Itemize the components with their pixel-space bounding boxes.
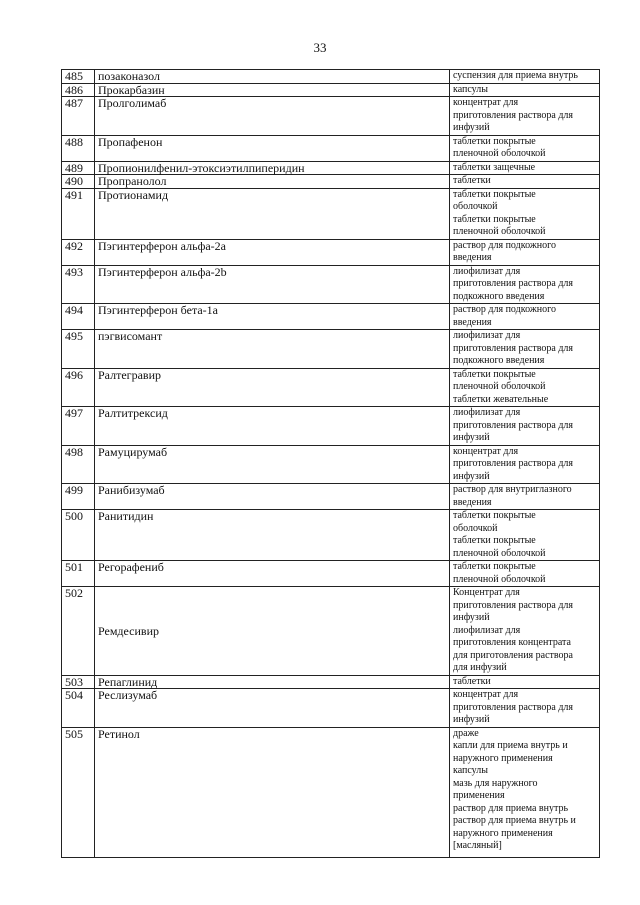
dosage-form-line: таблетки покрытые: [453, 135, 536, 147]
dosage-form-line: Концентрат для: [453, 587, 520, 598]
dosage-form-line: наружного применения: [453, 827, 553, 839]
dosage-form-line: раствор для внутриглазного: [453, 484, 572, 495]
row-number: 498: [62, 445, 95, 484]
drug-name: Пэгинтерферон альфа-2а: [95, 239, 450, 265]
row-number: 492: [62, 239, 95, 265]
dosage-form-line: инфузий: [453, 122, 490, 133]
dosage-form-line: инфузий: [453, 612, 490, 623]
table-row: [62, 727, 600, 857]
dosage-forms: [450, 265, 600, 304]
table-row: [62, 97, 600, 136]
dosage-form-line: приготовления раствора для: [453, 701, 573, 713]
drug-name: Пэгинтерферон бета-1а: [95, 304, 450, 330]
table-row: [62, 675, 600, 689]
dosage-form-line: таблетки покрытые: [453, 510, 536, 521]
dosage-form-line: для приготовления раствора: [453, 649, 573, 661]
dosage-forms: [450, 239, 600, 265]
drug-name: Рамуцирумаб: [95, 445, 450, 484]
dosage-form-line: драже: [453, 727, 479, 739]
dosage-form-line: лиофилизат для: [453, 624, 521, 636]
table-row: [62, 135, 600, 161]
table-row: [62, 587, 600, 676]
drug-name: Реслизумаб: [95, 689, 450, 728]
dosage-form-line: приготовления раствора для: [453, 419, 573, 431]
row-number: 505: [62, 727, 95, 857]
dosage-forms: [450, 135, 600, 161]
row-number: 500: [62, 510, 95, 561]
dosage-form-line: концентрат для: [453, 97, 519, 108]
dosage-form-line: капсулы: [453, 765, 488, 776]
dosage-form-line: инфузий: [453, 470, 490, 482]
dosage-form-line: инфузий: [453, 714, 490, 725]
row-number: 497: [62, 407, 95, 446]
dosage-form-line: введения: [453, 496, 492, 508]
dosage-form-line: таблетки жевательные: [453, 393, 549, 405]
page-number: 33: [313, 40, 327, 55]
dosage-form-line: таблетки покрытые: [453, 188, 536, 200]
dosage-forms: [450, 97, 600, 136]
drug-name: Регорафениб: [95, 561, 450, 587]
table-row: [62, 330, 600, 369]
dosage-form-line: применения: [453, 790, 505, 801]
dosage-form-line: подкожного введения: [453, 290, 545, 302]
row-number: 487: [62, 97, 95, 136]
dosage-forms: [450, 561, 600, 587]
drug-name: Ралтегравир: [95, 368, 450, 407]
table-row: [62, 484, 600, 510]
table-row: [62, 304, 600, 330]
drug-name: пэгвисомант: [95, 330, 450, 369]
dosage-form-line: пленочной оболочкой: [453, 148, 546, 159]
dosage-form-line: суспензия для приема внутрь: [453, 70, 578, 81]
row-number: 501: [62, 561, 95, 587]
dosage-form-line: концентрат для: [453, 689, 519, 700]
dosage-form-line: концентрат для: [453, 445, 519, 457]
dosage-form-line: приготовления раствора для: [453, 109, 573, 121]
table-body: [62, 70, 600, 858]
row-number: 486: [62, 83, 95, 97]
dosage-form-line: оболочкой: [453, 522, 498, 534]
dosage-form-line: пленочной оболочкой: [453, 381, 546, 392]
dosage-form-line: подкожного введения: [453, 355, 545, 366]
dosage-form-line: лиофилизат для: [453, 265, 521, 277]
dosage-form-line: оболочкой: [453, 201, 498, 212]
table-row: [62, 239, 600, 265]
drug-name: Пропионилфенил-этоксиэтилпиперидин: [95, 161, 450, 175]
dosage-form-line: капсулы: [453, 83, 488, 95]
dosage-form-line: таблетки покрытые: [453, 561, 536, 572]
drug-name: Пролголимаб: [95, 97, 450, 136]
drug-name: Пропранолол: [95, 175, 450, 189]
drug-name: Ретинол: [95, 727, 450, 857]
row-number: 488: [62, 135, 95, 161]
table-row: [62, 445, 600, 484]
row-number: 495: [62, 330, 95, 369]
dosage-form-line: для инфузий: [453, 662, 507, 673]
drug-name: Ремдесивир: [95, 587, 450, 676]
dosage-form-line: [масляный]: [453, 840, 502, 851]
drug-name: позаконазол: [95, 70, 450, 84]
dosage-forms: [450, 407, 600, 446]
dosage-form-line: наружного применения: [453, 752, 553, 764]
row-number: 490: [62, 175, 95, 189]
dosage-form-line: пленочной оболочкой: [453, 547, 546, 559]
table-row: [62, 561, 600, 587]
drug-name: Ранитидин: [95, 510, 450, 561]
dosage-forms: [450, 689, 600, 728]
row-number: 494: [62, 304, 95, 330]
dosage-forms: [450, 83, 600, 97]
table-row: [62, 689, 600, 728]
dosage-forms: [450, 727, 600, 857]
dosage-forms: [450, 330, 600, 369]
row-number: 504: [62, 689, 95, 728]
row-number: 499: [62, 484, 95, 510]
table-row: [62, 161, 600, 175]
dosage-forms: [450, 175, 600, 189]
dosage-forms: [450, 161, 600, 175]
dosage-form-line: приготовления раствора для: [453, 342, 573, 354]
dosage-form-line: таблетки покрытые: [453, 368, 536, 380]
table-row: [62, 175, 600, 189]
row-number: 502: [62, 587, 95, 676]
table-row: [62, 70, 600, 84]
table-row: [62, 188, 600, 239]
row-number: 493: [62, 265, 95, 304]
table-row: [62, 368, 600, 407]
drug-name: Ралтитрексид: [95, 407, 450, 446]
dosage-forms: [450, 484, 600, 510]
table-row: [62, 265, 600, 304]
row-number: 485: [62, 70, 95, 84]
drug-name: Репаглинид: [95, 675, 450, 689]
table-row: [62, 407, 600, 446]
dosage-form-line: инфузий: [453, 432, 490, 443]
dosage-form-line: лиофилизат для: [453, 330, 521, 341]
drug-name: Пэгинтерферон альфа-2b: [95, 265, 450, 304]
dosage-form-line: введения: [453, 316, 492, 328]
dosage-form-line: мазь для наружного: [453, 777, 538, 789]
dosage-form-line: таблетки покрытые: [453, 535, 536, 546]
dosage-forms: [450, 587, 600, 676]
drug-name: Протионамид: [95, 188, 450, 239]
dosage-form-line: раствор для подкожного: [453, 239, 556, 251]
dosage-form-line: раствор для подкожного: [453, 304, 556, 315]
dosage-form-line: таблетки: [453, 175, 491, 186]
dosage-form-line: введения: [453, 252, 492, 263]
drug-name: Пропафенон: [95, 135, 450, 161]
dosage-form-line: раствор для приема внутрь и: [453, 815, 576, 826]
dosage-form-line: таблетки покрытые: [453, 213, 536, 225]
dosage-forms: [450, 510, 600, 561]
dosage-form-line: таблетки защечные: [453, 161, 536, 173]
drug-table: [61, 69, 600, 858]
row-number: 489: [62, 161, 95, 175]
dosage-form-line: таблетки: [453, 675, 491, 687]
dosage-form-line: раствор для приема внутрь: [453, 802, 569, 814]
dosage-forms: [450, 368, 600, 407]
drug-name: Ранибизумаб: [95, 484, 450, 510]
dosage-form-line: капли для приема внутрь и: [453, 740, 568, 751]
dosage-form-line: пленочной оболочкой: [453, 573, 546, 585]
dosage-form-line: пленочной оболочкой: [453, 226, 546, 237]
dosage-form-line: лиофилизат для: [453, 407, 521, 418]
table-row: [62, 510, 600, 561]
dosage-form-line: приготовления раствора для: [453, 599, 573, 611]
table-row: [62, 83, 600, 97]
dosage-forms: [450, 675, 600, 689]
dosage-forms: [450, 188, 600, 239]
dosage-forms: [450, 445, 600, 484]
dosage-form-line: приготовления раствора для: [453, 278, 573, 289]
dosage-forms: [450, 70, 600, 84]
dosage-form-line: приготовления концентрата: [453, 637, 571, 648]
row-number: 496: [62, 368, 95, 407]
row-number: 503: [62, 675, 95, 689]
row-number: 491: [62, 188, 95, 239]
drug-name: Прокарбазин: [95, 83, 450, 97]
dosage-form-line: приготовления раствора для: [453, 458, 573, 469]
dosage-forms: [450, 304, 600, 330]
